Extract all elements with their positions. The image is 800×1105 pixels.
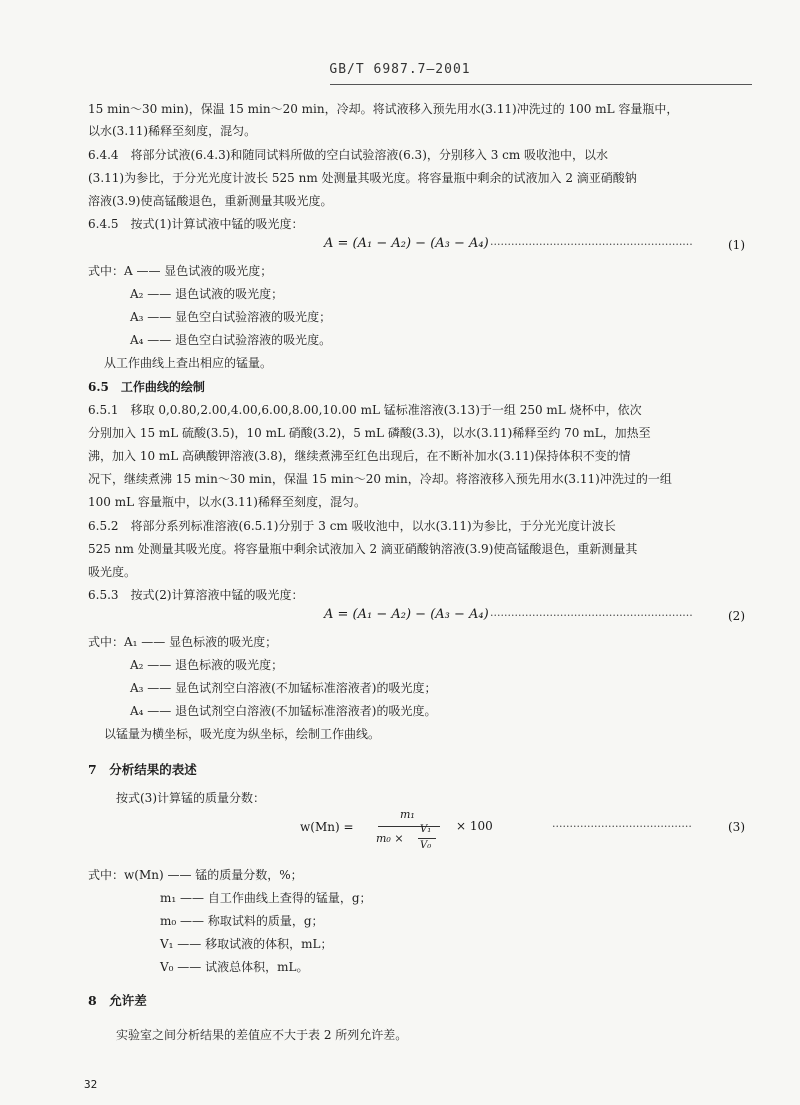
where-line: 式中：w(Mn) —— 锰的质量分数，%； — [88, 868, 303, 882]
body-line: 从工作曲线上查出相应的锰量。 — [104, 356, 273, 370]
body-line: 况下，继续煮沸 15 min～30 min，保温 15 min～20 min，冷却。将溶液移入预先用水(3.11)冲洗过的一组 — [88, 472, 672, 486]
body-line: 溶液(3.9)使高锰酸退色，重新测量其吸光度。 — [88, 194, 333, 208]
equation-3-number: (3) — [728, 820, 745, 834]
where-line: A₄ —— 退色空白试验溶液的吸光度。 — [130, 333, 332, 347]
where-line: A₃ —— 显色试剂空白溶液(不加锰标准溶液者)的吸光度； — [130, 681, 437, 695]
fraction-bar — [418, 838, 436, 839]
clause-6-4-4: 6.4.4 将部分试液(6.4.3)和随同试料所做的空白试验溶液(6.3)，分别移入 3 cm 吸收池中，以水 — [88, 148, 609, 162]
header-rule — [330, 84, 752, 85]
where-line: m₁ —— 自工作曲线上查得的锰量，g； — [160, 891, 372, 905]
where-line: m₀ —— 称取试料的质量，g； — [160, 914, 324, 928]
body-line: 15 min～30 min)，保温 15 min～20 min，冷却。将试液移入预先用水(3.11)冲洗过的 100 mL 容量瓶中， — [88, 102, 679, 116]
where-line: A₂ —— 退色标液的吸光度； — [130, 658, 284, 672]
where-line: V₀ —— 试液总体积，mL。 — [160, 960, 309, 974]
equation-3-lhs: w(Mn) = — [300, 820, 354, 834]
where-line: A₄ —— 退色试剂空白溶液(不加锰标准溶液者)的吸光度。 — [130, 704, 437, 718]
body-line: 以水(3.11)稀释至刻度，混匀。 — [88, 124, 257, 138]
equation-3-multiplier: × 100 — [456, 819, 493, 833]
where-line: V₁ —— 移取试液的体积，mL； — [160, 937, 333, 951]
equation-3-denominator: m₀ × — [376, 832, 404, 845]
body-line: 按式(3)计算锰的质量分数： — [116, 791, 265, 805]
subsection-6-5-heading: 6.5 工作曲线的绘制 — [88, 380, 205, 394]
where-line: A₃ —— 显色空白试验溶液的吸光度； — [130, 310, 332, 324]
leader-dots: ·························································· — [490, 238, 693, 251]
equation-3-numerator: m₁ — [400, 808, 415, 821]
equation-1-number: (1) — [728, 238, 745, 252]
volume-ratio-denominator: V₀ — [420, 840, 432, 851]
clause-6-4-5: 6.4.5 按式(1)计算试液中锰的吸光度： — [88, 217, 304, 231]
body-line: 以锰量为横坐标，吸光度为纵坐标，绘制工作曲线。 — [104, 727, 381, 741]
clause-6-5-2: 6.5.2 将部分系列标准溶液(6.5.1)分别于 3 cm 吸收池中，以水(3.11)为参比，于分光光度计波长 — [88, 519, 616, 533]
body-line: 实验室之间分析结果的差值应不大于表 2 所列允许差。 — [116, 1028, 408, 1042]
where-line: 式中：A₁ —— 显色标液的吸光度； — [88, 635, 278, 649]
section-7-heading: 7 分析结果的表述 — [88, 762, 197, 777]
body-line: 分别加入 15 mL 硫酸(3.5)，10 mL 硝酸(3.2)，5 mL 磷酸(3.3)，以水(3.11)稀释至约 70 mL，加热至 — [88, 426, 651, 440]
where-line: A₂ —— 退色试液的吸光度； — [130, 287, 284, 301]
body-line: (3.11)为参比，于分光光度计波长 525 nm 处测量其吸光度。将容量瓶中剩余的试液加入 2 滴亚硝酸钠 — [88, 171, 637, 185]
body-line: 吸光度。 — [88, 565, 137, 579]
leader-dots: ·························································· — [490, 609, 693, 622]
body-line: 沸，加入 10 mL 高碘酸钾溶液(3.8)，继续煮沸至红色出现后，在不断补加水(3.11)保持体积不变的情 — [88, 449, 631, 463]
page-number: 32 — [84, 1078, 98, 1091]
standard-code-header: GB/T 6987.7—2001 — [329, 62, 471, 77]
clause-6-5-3: 6.5.3 按式(2)计算溶液中锰的吸光度： — [88, 588, 304, 602]
volume-ratio-numerator: V₁ — [420, 824, 432, 835]
where-line: 式中：A —— 显色试液的吸光度； — [88, 264, 273, 278]
section-8-heading: 8 允许差 — [88, 993, 147, 1008]
leader-dots: ········································ — [552, 820, 692, 833]
equation-1: A = (A₁ − A₂) − (A₃ − A₄) — [324, 236, 489, 251]
body-line: 525 nm 处测量其吸光度。将容量瓶中剩余试液加入 2 滴亚硝酸钠溶液(3.9)使高锰酸退色，重新测量其 — [88, 542, 638, 556]
equation-2-number: (2) — [728, 609, 745, 623]
equation-2: A = (A₁ − A₂) − (A₃ − A₄) — [324, 607, 489, 622]
clause-6-5-1: 6.5.1 移取 0,0.80,2.00,4.00,6.00,8.00,10.00 mL 锰标准溶液(3.13)于一组 250 mL 烧杯中，依次 — [88, 403, 642, 417]
body-line: 100 mL 容量瓶中，以水(3.11)稀释至刻度，混匀。 — [88, 495, 366, 509]
